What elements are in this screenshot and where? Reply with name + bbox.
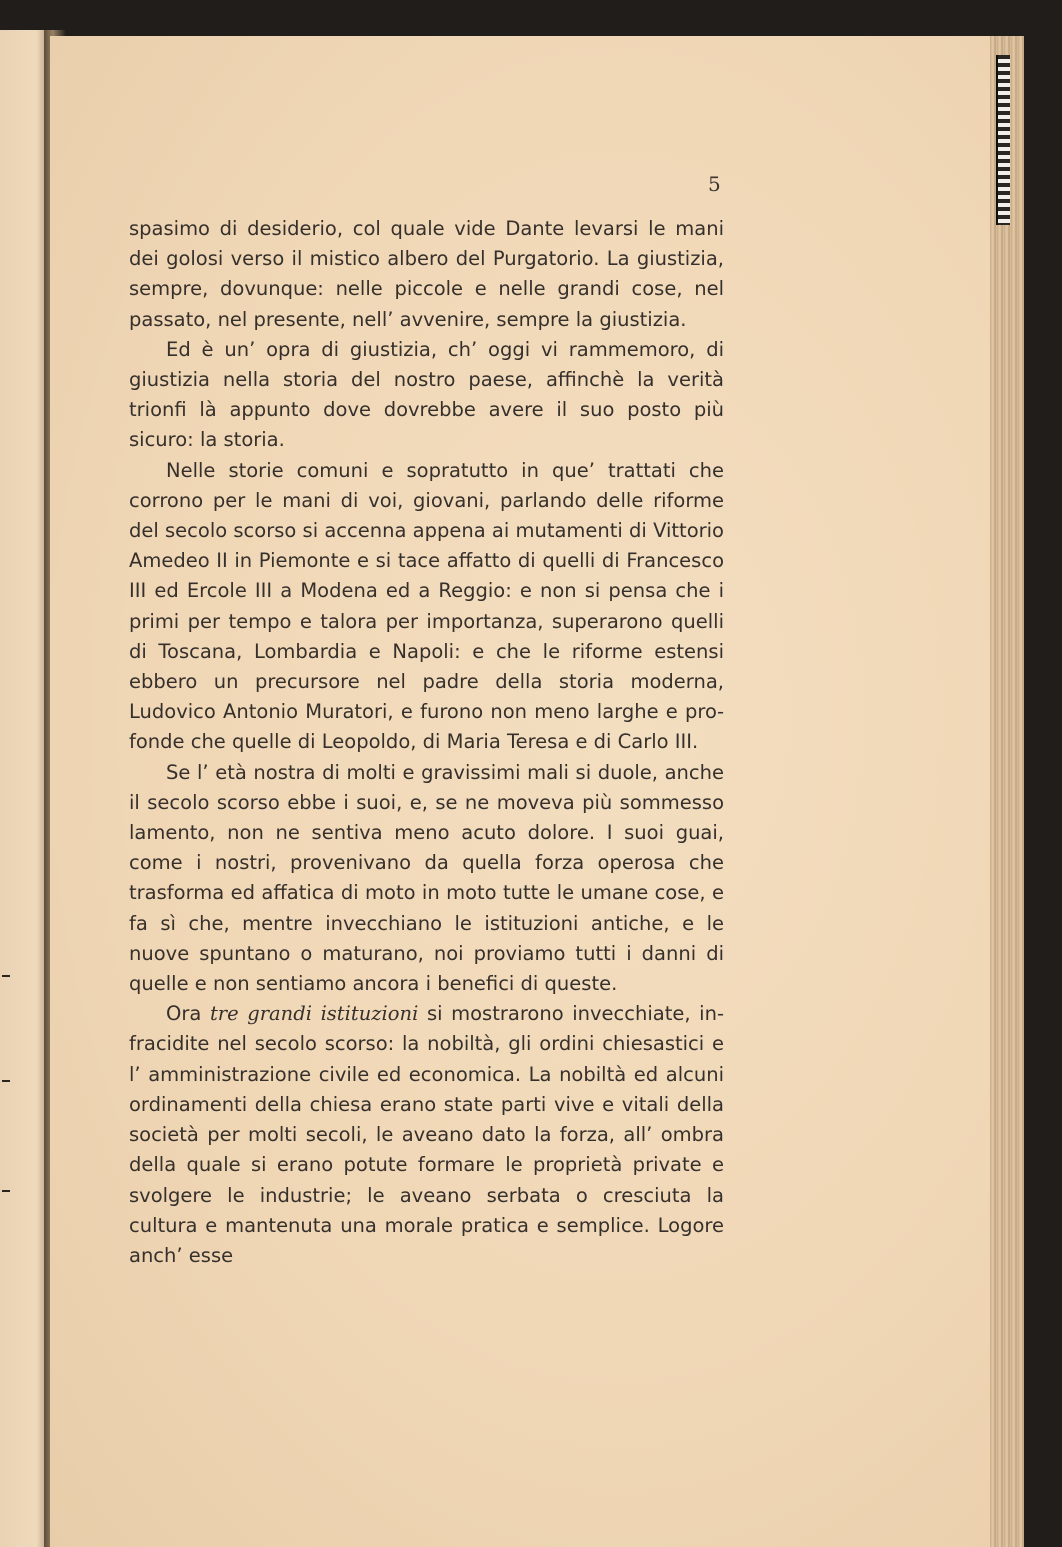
paragraph-rest: si mostrarono invecchiate, infracidite nel secolo scorso: la nobiltà, gli ordini chiesastici e l’ amministrazione civile ed economica. La nobiltà ed alcuni ordinamenti della chiesa erano state parti vive e vitali della società per molti secoli, le aveano dato la forza, all’ ombra della quale si erano potute formare le proprietà private e svolgere le industrie; le aveano serbata o cresciuta la cultura e mantenuta una morale pratica e semplice. Logore anch’ esse xyxy=(129,1002,725,1267)
paragraph: Se l’ età nostra di molti e gravissimi mali si duole, anche il secolo scorso ebbe i suoi, e, se ne moveva più sommesso lamento, non ne sentiva meno acuto dolore. I suoi guai, come i nostri, provenivano da quella forza operosa che trasforma ed affatica di moto in moto tutte le umane cose, e fa sì che, mentre invecchiano le istituzioni antiche, e le nuove spuntano o maturano, noi proviamo tutti i danni di quelle e non sentiamo ancora i benefici di queste. xyxy=(129,760,724,996)
page-number: 5 xyxy=(708,172,721,196)
margin-mark xyxy=(2,1190,10,1192)
paragraph xyxy=(129,999,724,1271)
paragraph-lead: Ora xyxy=(166,1002,210,1026)
paragraph: Nelle storie comuni e sopratutto in que’ trattati che corrono per le mani di voi, giovani, parlando delle riforme del secolo scorso si accenna appena ai mutamenti di Vittorio Amedeo II in Piemonte e si tace affatto di quelli di Francesco III ed Ercole III a Modena ed a Reggio: e non si pensa che i primi per tempo e talora per importanza, superarono quelli di Toscana, Lombardia e Napoli: e che le riforme estensi ebbero un precursore nel padre della storia moderna, Ludovico Antonio Muratori, e furono non meno larghe e profonde che quelle di Leopoldo, di Maria Teresa e di Carlo III. xyxy=(129,458,724,754)
paragraph: Ed è un’ opra di giustizia, ch’ oggi vi rammemoro, di giustizia nella storia del nostro paese, affinchè la verità trionfi là appunto dove dovrebbe avere il suo posto più sicuro: la storia. xyxy=(129,337,724,452)
margin-mark xyxy=(2,975,10,977)
body-text xyxy=(129,214,724,1271)
page-stack-edge xyxy=(990,36,1024,1547)
paragraph: spasimo di desiderio, col quale vide Dante levarsi le mani dei golosi verso il mistico albero del Purgatorio. La giustizia, sempre, dovunque: nelle piccole e nelle grandi cose, nel passato, nel presente, nell’ avvenire, sempre la giustizia. xyxy=(129,217,724,331)
scan-target-strip xyxy=(996,55,1010,225)
margin-mark xyxy=(2,1080,10,1082)
italic-phrase: tre grandi istituzioni xyxy=(209,1002,419,1026)
